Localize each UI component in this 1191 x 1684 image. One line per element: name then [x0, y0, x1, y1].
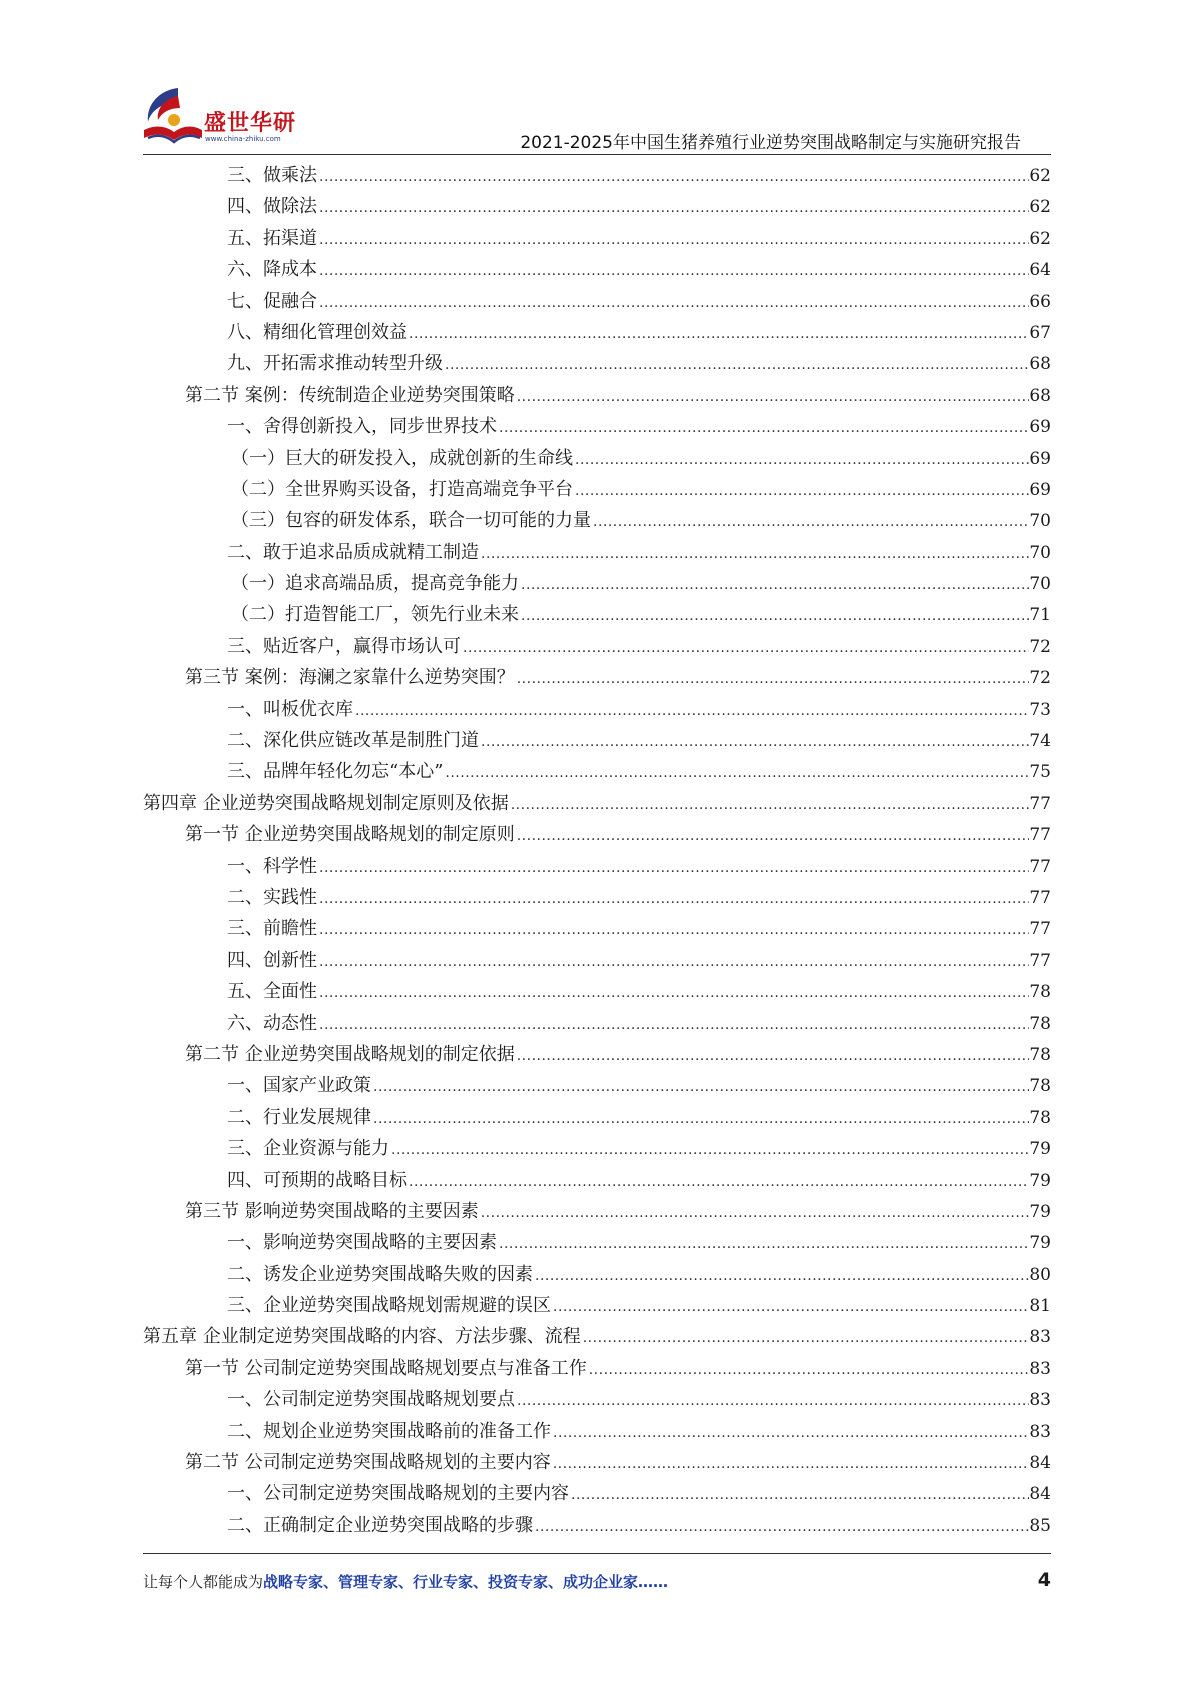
toc-leader-dots [587, 1355, 1030, 1386]
footer-slogan [143, 1571, 668, 1592]
toc-entry-page: 77 [1029, 950, 1051, 971]
toc-entry-page: 75 [1029, 762, 1051, 783]
report-title: 2021-2025年中国生猪养殖行业逆势突围战略制定与实施研究报告 [520, 133, 1021, 153]
toc-leader-dots [515, 821, 1030, 852]
toc-entry-title: 二、诱发企业逆势突围战略失败的因素 [227, 1263, 533, 1285]
toc-entry-page: 78 [1029, 1044, 1051, 1065]
toc-entry-title: 一、国家产业政策 [227, 1075, 371, 1097]
toc-entry-page: 79 [1029, 1139, 1051, 1160]
table-of-contents [143, 160, 1051, 1541]
toc-entry-page: 78 [1029, 1076, 1051, 1097]
toc-entry-page: 69 [1029, 417, 1051, 438]
toc-leader-dots [317, 915, 1029, 946]
toc-entry-title: 二、敢于追求品质成就精工制造 [227, 541, 479, 563]
toc-entry[interactable] [143, 851, 1051, 882]
toc-entry-page: 72 [1029, 636, 1051, 657]
toc-entry-page: 70 [1029, 574, 1051, 595]
toc-entry-title: 七、促融合 [227, 290, 317, 312]
logo-name: 盛世华研 [204, 111, 297, 136]
page-number: 4 [1037, 1569, 1051, 1591]
toc-entry-title: 五、拓渠道 [227, 227, 317, 249]
toc-leader-dots [317, 1010, 1029, 1041]
toc-leader-dots [317, 256, 1029, 287]
toc-entry[interactable] [143, 286, 1051, 317]
toc-entry-title: 四、做除法 [227, 196, 317, 218]
toc-entry-page: 77 [1029, 856, 1051, 877]
toc-entry-page: 83 [1029, 1390, 1051, 1411]
toc-entry-page: 72 [1029, 668, 1051, 689]
toc-entry[interactable] [143, 1227, 1051, 1258]
toc-leader-dots [461, 633, 1029, 664]
toc-entry-title: 二、规划企业逆势突围战略前的准备工作 [227, 1420, 551, 1442]
toc-entry[interactable] [143, 1008, 1051, 1039]
toc-entry-page: 80 [1029, 1264, 1051, 1285]
toc-leader-dots [515, 1041, 1030, 1072]
toc-leader-dots [573, 445, 1029, 476]
toc-leader-dots [479, 1198, 1030, 1229]
toc-entry[interactable] [143, 1384, 1051, 1415]
toc-entry-page: 79 [1029, 1170, 1051, 1191]
toc-entry-page: 68 [1029, 354, 1051, 375]
toc-leader-dots [569, 1480, 1029, 1511]
toc-entry-title: 第五章 企业制定逆势突围战略的内容、方法步骤、流程 [143, 1326, 581, 1348]
toc-entry-title: 三、贴近客户，赢得市场认可 [227, 635, 461, 657]
toc-entry-title: 二、深化供应链改革是制胜门道 [227, 730, 479, 752]
toc-leader-dots [317, 162, 1029, 193]
toc-entry[interactable] [143, 254, 1051, 285]
toc-entry-page: 78 [1029, 982, 1051, 1003]
toc-entry-title: 六、动态性 [227, 1012, 317, 1034]
toc-leader-dots [581, 1323, 1030, 1354]
toc-entry[interactable] [143, 1510, 1051, 1541]
toc-leader-dots [515, 382, 1030, 413]
toc-entry-title: 第一节 公司制定逆势突围战略规划要点与准备工作 [185, 1357, 587, 1379]
toc-entry[interactable] [143, 599, 1051, 630]
toc-leader-dots [317, 225, 1029, 256]
toc-entry[interactable] [143, 662, 1051, 693]
toc-entry[interactable] [143, 1196, 1051, 1227]
toc-entry-page: 77 [1029, 793, 1051, 814]
toc-leader-dots [317, 193, 1029, 224]
toc-entry-page: 70 [1029, 542, 1051, 563]
toc-entry[interactable] [143, 1133, 1051, 1164]
toc-entry-title: 三、企业逆势突围战略规划需规避的误区 [227, 1295, 551, 1317]
toc-entry[interactable] [143, 1039, 1051, 1070]
toc-entry-page: 85 [1029, 1515, 1051, 1536]
toc-entry-title: 一、舍得创新投入，同步世界技术 [227, 416, 497, 438]
toc-leader-dots [497, 413, 1029, 444]
toc-entry[interactable] [143, 756, 1051, 787]
slogan-prefix: 让每个人都能成为 [143, 1573, 264, 1591]
toc-entry-title: 一、科学性 [227, 855, 317, 877]
toc-entry[interactable] [143, 1447, 1051, 1478]
toc-entry-title: 九、开拓需求推动转型升级 [227, 353, 443, 375]
toc-entry[interactable] [143, 537, 1051, 568]
toc-leader-dots [479, 727, 1029, 758]
toc-entry-page: 83 [1029, 1327, 1051, 1348]
toc-entry-title: 第四章 企业逆势突围战略规划制定原则及依据 [143, 792, 509, 814]
toc-entry-page: 69 [1029, 448, 1051, 469]
toc-entry-title: 四、创新性 [227, 949, 317, 971]
toc-entry-page: 68 [1029, 385, 1051, 406]
toc-entry-page: 77 [1029, 887, 1051, 908]
toc-entry-title: （一）追求高端品质，提高竞争能力 [231, 573, 519, 595]
toc-leader-dots [591, 507, 1029, 538]
toc-entry-page: 73 [1029, 699, 1051, 720]
toc-leader-dots [509, 790, 1030, 821]
toc-entry[interactable] [143, 1478, 1051, 1509]
toc-entry-title: 一、公司制定逆势突围战略规划要点 [227, 1389, 515, 1411]
toc-entry-page: 62 [1029, 166, 1051, 186]
page-header [0, 0, 1191, 160]
toc-entry-title: （三）包容的研发体系，联合一切可能的力量 [231, 510, 591, 532]
toc-entry-page: 64 [1029, 260, 1051, 281]
toc-leader-dots [515, 1386, 1029, 1417]
toc-entry-title: 三、企业资源与能力 [227, 1138, 389, 1160]
logo-url: www.china-zhiku.com [205, 135, 281, 143]
toc-entry[interactable] [143, 1416, 1051, 1447]
toc-leader-dots [519, 570, 1029, 601]
toc-entry-title: 一、影响逆势突围战略的主要因素 [227, 1232, 497, 1254]
toc-entry-title: 一、公司制定逆势突围战略规划的主要内容 [227, 1483, 569, 1505]
toc-entry-page: 78 [1029, 1107, 1051, 1128]
toc-leader-dots [389, 1135, 1029, 1166]
toc-entry[interactable] [143, 411, 1051, 442]
toc-leader-dots [317, 288, 1029, 319]
toc-entry[interactable] [143, 568, 1051, 599]
toc-entry-page: 79 [1029, 1233, 1051, 1254]
toc-leader-dots [551, 1449, 1030, 1480]
toc-entry[interactable] [143, 1070, 1051, 1101]
toc-entry[interactable] [143, 694, 1051, 725]
toc-entry-page: 83 [1029, 1421, 1051, 1442]
toc-leader-dots [317, 978, 1029, 1009]
logo-emblem-icon [140, 82, 210, 152]
toc-entry-title: 第一节 企业逆势突围战略规划的制定原则 [185, 824, 515, 846]
toc-entry-page: 77 [1029, 919, 1051, 940]
toc-entry-page: 77 [1029, 825, 1051, 846]
toc-entry-title: 第三节 影响逆势突围战略的主要因素 [185, 1200, 479, 1222]
toc-entry-title: 二、实践性 [227, 886, 317, 908]
toc-entry[interactable] [143, 443, 1051, 474]
toc-leader-dots [551, 1292, 1029, 1323]
toc-entry[interactable] [143, 788, 1051, 819]
toc-entry[interactable] [143, 474, 1051, 505]
toc-entry[interactable] [143, 380, 1051, 411]
toc-leader-dots [551, 1418, 1029, 1449]
toc-leader-dots [317, 853, 1029, 884]
toc-entry-page: 71 [1029, 605, 1051, 626]
toc-entry[interactable] [143, 1165, 1051, 1196]
toc-entry[interactable] [143, 1321, 1051, 1352]
toc-entry[interactable] [143, 725, 1051, 756]
toc-entry-title: 第二节 公司制定逆势突围战略规划的主要内容 [185, 1452, 551, 1474]
toc-entry[interactable] [143, 976, 1051, 1007]
toc-entry-page: 84 [1029, 1484, 1051, 1505]
toc-leader-dots [443, 350, 1029, 381]
toc-entry-title: 第二节 案例：传统制造企业逆势突围策略 [185, 384, 515, 406]
toc-entry-title: 六、降成本 [227, 259, 317, 281]
toc-entry-page: 69 [1029, 479, 1051, 500]
toc-entry[interactable] [143, 1290, 1051, 1321]
toc-entry[interactable] [143, 1259, 1051, 1290]
toc-entry[interactable] [143, 223, 1051, 254]
toc-entry-page: 62 [1029, 228, 1051, 249]
toc-leader-dots [353, 696, 1029, 727]
toc-entry[interactable] [143, 631, 1051, 662]
slogan-highlight: 战略专家、管理专家、行业专家、投资专家、成功企业家…… [263, 1573, 669, 1591]
toc-entry-title: （二）打造智能工厂，领先行业未来 [231, 604, 519, 626]
toc-leader-dots [317, 884, 1029, 915]
toc-entry-page: 67 [1029, 322, 1051, 343]
toc-entry-title: 八、精细化管理创效益 [227, 321, 407, 343]
toc-leader-dots [519, 601, 1029, 632]
toc-leader-dots [317, 947, 1029, 978]
toc-entry-page: 78 [1029, 1013, 1051, 1034]
toc-entry[interactable] [143, 505, 1051, 536]
toc-entry[interactable] [143, 348, 1051, 379]
toc-entry[interactable] [143, 945, 1051, 976]
toc-entry-title: （二）全世界购买设备，打造高端竞争平台 [231, 478, 573, 500]
toc-entry-page: 84 [1029, 1453, 1051, 1474]
toc-entry-title: 二、行业发展规律 [227, 1106, 371, 1128]
toc-entry-title: 第二节 企业逆势突围战略规划的制定依据 [185, 1043, 515, 1065]
toc-entry-page: 83 [1029, 1358, 1051, 1379]
toc-entry[interactable] [143, 913, 1051, 944]
toc-leader-dots [407, 319, 1029, 350]
toc-leader-dots [515, 664, 1030, 695]
header-divider [143, 154, 1051, 155]
toc-entry[interactable] [143, 191, 1051, 222]
toc-entry[interactable] [143, 819, 1051, 850]
toc-leader-dots [443, 758, 1029, 789]
toc-entry-title: 第三节 案例：海澜之家靠什么逆势突围？ [185, 667, 515, 689]
footer-divider [143, 1553, 1051, 1554]
toc-entry-title: 四、可预期的战略目标 [227, 1169, 407, 1191]
toc-entry[interactable] [143, 1102, 1051, 1133]
toc-entry-page: 79 [1029, 1201, 1051, 1222]
company-logo [140, 82, 320, 152]
toc-entry-title: 三、品牌年轻化勿忘“本心” [227, 761, 444, 783]
toc-entry-title: 三、前瞻性 [227, 918, 317, 940]
toc-leader-dots [479, 539, 1029, 570]
toc-entry[interactable] [143, 317, 1051, 348]
toc-entry[interactable] [143, 1353, 1051, 1384]
toc-leader-dots [533, 1512, 1029, 1543]
toc-entry-page: 74 [1029, 731, 1051, 752]
toc-leader-dots [371, 1072, 1029, 1103]
page-footer [143, 1571, 1051, 1599]
toc-entry-page: 70 [1029, 511, 1051, 532]
toc-entry-title: （一）巨大的研发投入，成就创新的生命线 [231, 447, 573, 469]
toc-leader-dots [573, 476, 1029, 507]
toc-leader-dots [371, 1104, 1029, 1135]
toc-entry-title: 三、做乘法 [227, 165, 317, 186]
toc-entry-title: 一、叫板优衣库 [227, 698, 353, 720]
toc-entry[interactable] [143, 160, 1051, 191]
toc-entry-page: 81 [1029, 1296, 1051, 1317]
toc-leader-dots [497, 1229, 1029, 1260]
toc-leader-dots [407, 1167, 1029, 1198]
toc-entry-page: 62 [1029, 197, 1051, 218]
toc-entry-page: 66 [1029, 291, 1051, 312]
toc-entry[interactable] [143, 882, 1051, 913]
toc-entry-title: 二、正确制定企业逆势突围战略的步骤 [227, 1514, 533, 1536]
toc-entry-title: 五、全面性 [227, 981, 317, 1003]
toc-leader-dots [533, 1261, 1029, 1292]
